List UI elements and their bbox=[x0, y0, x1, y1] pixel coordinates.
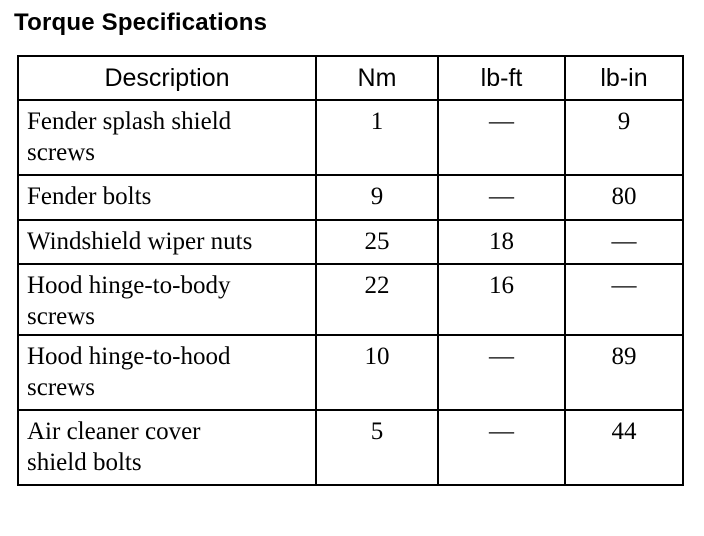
lbft-value: — bbox=[489, 183, 514, 210]
description-line: Hood hinge-to-hood bbox=[27, 343, 231, 370]
row-lbft bbox=[438, 220, 565, 264]
row-nm bbox=[316, 220, 438, 264]
description-line: Windshield wiper nuts bbox=[27, 228, 253, 255]
row-nm bbox=[316, 175, 438, 220]
nm-value: 9 bbox=[370, 183, 384, 210]
description-line: Fender bolts bbox=[27, 183, 152, 210]
row-nm bbox=[316, 264, 438, 335]
row-description bbox=[18, 175, 316, 220]
lbin-value: 9 bbox=[617, 108, 631, 135]
table-row bbox=[18, 220, 683, 264]
lbft-value: 16 bbox=[489, 272, 514, 299]
lbft-value: — bbox=[489, 108, 514, 135]
description-line: screws bbox=[27, 374, 96, 401]
nm-value: 22 bbox=[364, 272, 390, 299]
lbin-value: 80 bbox=[611, 183, 637, 210]
lbin-value: 89 bbox=[611, 343, 637, 370]
table-row bbox=[18, 264, 683, 335]
page-title: Torque Specifications bbox=[14, 9, 268, 36]
row-description bbox=[18, 100, 316, 175]
lbft-value: 18 bbox=[489, 228, 514, 255]
row-nm bbox=[316, 335, 438, 410]
description-line: screws bbox=[27, 139, 96, 166]
row-lbin bbox=[565, 220, 683, 264]
nm-value: 1 bbox=[370, 108, 384, 135]
row-description bbox=[18, 220, 316, 264]
nm-value: 10 bbox=[364, 343, 390, 370]
table-row bbox=[18, 335, 683, 410]
description-line: Air cleaner cover bbox=[27, 418, 201, 445]
row-description bbox=[18, 410, 316, 485]
lbin-value: — bbox=[611, 228, 637, 255]
column-header-lbft: lb-ft bbox=[438, 56, 565, 100]
row-lbft bbox=[438, 410, 565, 485]
table-header-row bbox=[18, 56, 683, 100]
description-line: Hood hinge-to-body bbox=[27, 272, 231, 299]
table-row bbox=[18, 175, 683, 220]
lbft-value: — bbox=[489, 343, 514, 370]
description-line: screws bbox=[27, 303, 96, 330]
row-lbin bbox=[565, 100, 683, 175]
row-lbin bbox=[565, 264, 683, 335]
nm-value: 25 bbox=[364, 228, 390, 255]
row-lbft bbox=[438, 264, 565, 335]
row-description bbox=[18, 264, 316, 335]
nm-value: 5 bbox=[370, 418, 384, 445]
row-lbft bbox=[438, 100, 565, 175]
row-nm bbox=[316, 100, 438, 175]
torque-spec-table bbox=[17, 55, 684, 486]
row-lbft bbox=[438, 335, 565, 410]
row-lbft bbox=[438, 175, 565, 220]
row-lbin bbox=[565, 410, 683, 485]
row-lbin bbox=[565, 175, 683, 220]
column-header-lbin: lb-in bbox=[565, 56, 683, 100]
lbft-value: — bbox=[489, 418, 514, 445]
table-row bbox=[18, 100, 683, 175]
column-header-description: Description bbox=[18, 56, 316, 100]
lbin-value: — bbox=[611, 272, 637, 299]
row-description bbox=[18, 335, 316, 410]
lbin-value: 44 bbox=[611, 418, 637, 445]
row-lbin bbox=[565, 335, 683, 410]
row-nm bbox=[316, 410, 438, 485]
table-row bbox=[18, 410, 683, 485]
description-line: shield bolts bbox=[27, 449, 142, 476]
description-line: Fender splash shield bbox=[27, 108, 232, 135]
column-header-nm: Nm bbox=[316, 56, 438, 100]
